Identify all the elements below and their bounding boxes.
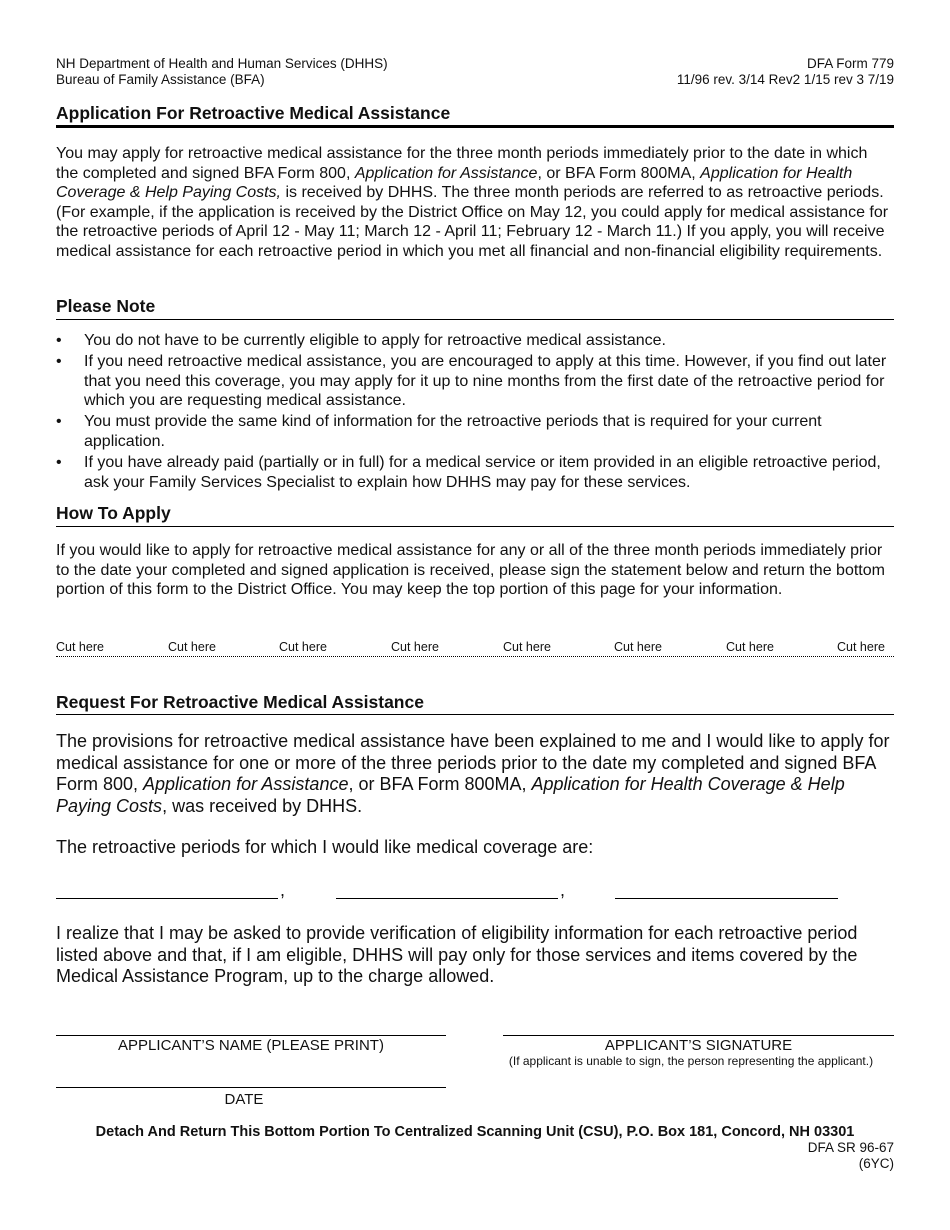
periods-prompt: The retroactive periods for which I would like medical coverage are:: [56, 837, 594, 857]
how-to-apply-heading: How To Apply: [56, 503, 171, 523]
applicant-signature-field[interactable]: [503, 1035, 894, 1036]
please-note-rule: [56, 319, 894, 320]
list-item: • You must provide the same kind of information for the retroactive periods that is required for your current application.: [56, 412, 894, 452]
notes-list: [56, 331, 894, 493]
signature-note: (If applicant is unable to sign, the person representing the applicant.): [508, 1054, 874, 1068]
retro-period-3-field[interactable]: [615, 898, 838, 899]
form-id-block: [677, 56, 894, 88]
title-rule: [56, 125, 894, 128]
page-title: Application For Retroactive Medical Assistance: [56, 103, 451, 123]
retro-period-2-field[interactable]: [336, 898, 558, 899]
intro-paragraph: You may apply for retroactive medical assistance for the three month periods immediately prior to the date in which the completed and signed BFA Form 800, Application for Assistance, or BFA Form 800MA, Application for Health Coverage & Help Paying Costs, is received by DHHS. The three month periods are referred to as retroactive periods. (For example, if the application is received by the District Office on May 12, you could apply for medical assistance for the retroactive periods of April 12 - May 11; March 12 - April 11; February 12 - March 11.) If you apply, you will receive medical assistance for each retroactive period in which you met all financial and non-financial eligibility requirements.: [56, 145, 889, 260]
separator-comma: ,: [560, 880, 566, 900]
request-rule: [56, 714, 894, 715]
date-field[interactable]: [56, 1087, 446, 1088]
form-number: DFA Form 779: [806, 56, 894, 71]
cut-here-label: Cut here: [614, 640, 662, 654]
separator-comma: ,: [280, 880, 286, 900]
applicant-name-field[interactable]: [56, 1035, 446, 1036]
applicant-name-label: APPLICANT’S NAME (PLEASE PRINT): [118, 1037, 384, 1054]
cut-here-label: Cut here: [391, 640, 439, 654]
return-instructions: Detach And Return This Bottom Portion To Centralized Scanning Unit (CSU), P.O. Box 181, Concord, NH 03301: [95, 1124, 855, 1140]
bureau-name: Bureau of Family Assistance (BFA): [56, 72, 265, 87]
how-to-apply-paragraph: If you would like to apply for retroactive medical assistance for any or all of the three month periods immediately prior to the date your completed and signed application is received, please sign the statement below and return the bottom portion of this form to the District Office. You may keep the top portion of this page for your information.: [56, 542, 885, 599]
list-item: • You do not have to be currently eligible to apply for retroactive medical assistance.: [56, 331, 894, 351]
cut-here-label: Cut here: [56, 640, 104, 654]
footer-form-code: DFA SR 96-67 (6YC): [807, 1140, 894, 1171]
cut-here-label: Cut here: [279, 640, 327, 654]
verification-paragraph: I realize that I may be asked to provide verification of eligibility information for each retroactive period listed above and that, if I am eligible, DHHS will pay only for those services and items covered by the Medical Assistance Program, up to the charge allowed.: [56, 923, 858, 986]
request-heading: Request For Retroactive Medical Assistance: [56, 692, 424, 712]
agency-name: NH Department of Health and Human Services (DHHS): [56, 56, 388, 71]
list-item: • If you have already paid (partially or in full) for a medical service or item provided in an eligible retroactive period, ask your Family Services Specialist to explain how DHHS may pay for these services.: [56, 453, 894, 493]
request-paragraph: The provisions for retroactive medical assistance have been explained to me and I would like to apply for medical assistance for one or more of the three periods prior to the date my completed and signed BFA Form 800, Application for Assistance, or BFA Form 800MA, Application for Health Coverage & Help Paying Costs, was received by DHHS.: [56, 731, 890, 816]
cut-here-label: Cut here: [168, 640, 216, 654]
list-item: • If you need retroactive medical assistance, you are encouraged to apply at this time. However, if you find out later that you need this coverage, you may apply for it up to nine months from the first date of the retroactive period for which you are requesting medical assistance.: [56, 352, 894, 411]
applicant-signature-label: APPLICANT’S SIGNATURE: [604, 1037, 793, 1054]
form-revision: 11/96 rev. 3/14 Rev2 1/15 rev 3 7/19: [676, 72, 894, 87]
cut-line: [56, 640, 894, 657]
cut-here-label: Cut here: [503, 640, 551, 654]
date-label: DATE: [224, 1091, 264, 1108]
cut-here-label: Cut here: [837, 640, 885, 654]
how-to-apply-rule: [56, 526, 894, 527]
cut-here-label: Cut here: [726, 640, 774, 654]
please-note-heading: Please Note: [56, 296, 156, 316]
agency-block: [56, 56, 388, 88]
retro-period-1-field[interactable]: [56, 898, 278, 899]
